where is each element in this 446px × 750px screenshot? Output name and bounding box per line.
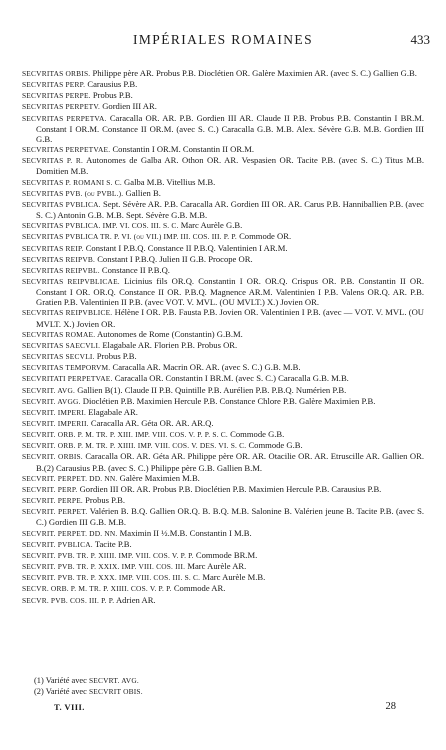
emperor-list: Autonomes de Galba AR. Othon OR. AR. Vespasien OR. Tacite P.B. (avec S. C.) Titus M.B. Domitien M.B.	[36, 155, 424, 177]
signature-mark: T. VIII.	[54, 702, 85, 712]
coin-legend: SECVRIT. ORB. P. M. TR. P. XIII. IMP. VIII. COS. V. P. P. S. C.	[22, 430, 228, 440]
legend-entry	[22, 220, 424, 231]
legend-entry	[22, 373, 424, 384]
emperor-list: Commode G.B.	[248, 440, 303, 451]
running-title: IMPÉRIALES ROMAINES	[133, 32, 313, 47]
legend-entry	[22, 407, 424, 418]
legend-entry-list	[22, 68, 424, 606]
legend-entry	[22, 188, 424, 199]
emperor-list: Licinius fils OR.Q. Constantin I OR. OR.Q. Crispus OR. P.B. Constantin II OR. Constant I OR. OR.Q. Constance II OR. P.B.Q. Magnence AR.M. Valentinien I P.B. Valens OR.Q. AR. P.B. Gratien P.B. Valentinien II P.B. (avec VOT. V. MVL. (OU MVLT.) X.) Jovien OR.	[36, 275, 424, 308]
coin-legend: SECVRITAS P. R.	[22, 156, 84, 166]
legend-entry	[22, 528, 424, 539]
legend-entry	[22, 451, 424, 472]
coin-legend: SECVRIT. IMPERII.	[22, 419, 89, 428]
footnote-marker: (2)	[34, 686, 44, 696]
legend-entry	[22, 550, 424, 561]
emperor-list: Hélène I OR. P.B. Fausta P.B. Jovien OR. Valentinien I P.B. (avec — VOT. V. MVL. (OU MVLT. X.) Jovien OR.	[36, 307, 424, 329]
coin-legend: SECVRIT. PERPET.	[22, 507, 88, 517]
legend-entry	[22, 329, 424, 340]
emperor-list: Galba M.B. Vitellius M.B.	[124, 176, 216, 187]
coin-legend: SECVRITAS ORBIS.	[22, 69, 91, 78]
emperor-list: Marc Aurèle G.B.	[180, 220, 243, 231]
legend-entry	[22, 385, 424, 396]
footnote-text: Variété avec	[45, 686, 87, 696]
emperor-list: Marc Aurèle M.B.	[202, 572, 266, 583]
emperor-list: Carausius P.B.	[87, 79, 138, 90]
emperor-list: Probus P.B.	[85, 495, 126, 506]
emperor-list: Philippe père AR. Probus P.B. Dioclétien OR. Galère Maximien AR. (avec S. C.) Gallien G.B.	[92, 68, 417, 78]
emperor-list: Caracalla OR. Constantin I BR.M. (avec S. C.) Caracalla G.B. M.B.	[114, 373, 349, 384]
legend-entry	[22, 418, 424, 429]
coin-legend: SECVRIT. ORB. P. M. TR. P. XIIII. IMP. VIII. COS. V. DES. VI. S. C.	[22, 441, 247, 451]
page-header	[0, 30, 446, 50]
emperor-list: Galère Maximien M.B.	[119, 472, 200, 483]
emperor-list: Adrien AR.	[115, 594, 156, 605]
page-footer	[0, 700, 446, 714]
coin-legend: SECVRIT. PVB. TR. P. XIIII. IMP. VIII. COS. V. P. P.	[22, 550, 194, 560]
emperor-list: Caracalla OR. AR. P.B. Gordien III AR. Claude II P.B. Probus P.B. Constantin I BR.M. Constant I OR.M. Constance II OR.M. (avec S. C.) Caracalla G.B. M.B. Alex. Sévère G.B. M.B. Gordien III G.B.	[36, 112, 425, 144]
coin-legend: SECVRITAS PVBLICA.	[22, 199, 101, 209]
coin-legend: SECVRIT. PERPET. DD. NN.	[22, 473, 118, 483]
emperor-list: Constantin I OR.M. Constantin II OR.M.	[112, 144, 254, 155]
coin-legend: SECVRITAS PVBLICA TR. P. VI. (ou VII.) IMP. III. COS. III. P. P.	[22, 232, 237, 242]
legend-entry	[22, 484, 424, 495]
emperor-list: Sept. Sévère AR. P.B. Caracalla AR. Gordien III OR. AR. Carus P.B. Hanniballien P.B. (avec S. C.) Antonin G.B. M.B. Sept. Sévère G.B. M.B.	[36, 198, 424, 221]
footnote-marker: (1)	[34, 676, 44, 685]
legend-entry	[22, 199, 424, 220]
coin-legend: SECVRITAS PERPETVAE.	[22, 145, 111, 155]
coin-legend: SECVRITAS REIPVB.	[22, 254, 96, 264]
legend-entry	[22, 583, 424, 594]
legend-entry	[22, 265, 424, 276]
coin-legend: SECVRITATI PERPETVAE.	[22, 374, 113, 384]
coin-legend: SECVRITAS REIPVBL.	[22, 265, 100, 275]
coin-legend: SECVRITAS PERPE.	[22, 91, 91, 101]
emperor-list: Caracalla AR. Géta OR. AR. AR.Q.	[90, 418, 214, 428]
legend-entry	[22, 561, 424, 572]
coin-legend: SECVRITAS TEMPORVM.	[22, 363, 111, 373]
coin-legend: SECVRITAS REIP.	[22, 243, 84, 253]
coin-legend: SECVRIT. IMPERI.	[22, 407, 87, 417]
footnote	[34, 687, 414, 698]
coin-legend: SECVRITAS REIPVBLICE.	[22, 308, 113, 318]
legend-entry	[22, 539, 424, 550]
legend-entry	[22, 440, 424, 451]
emperor-list: Commode BR.M.	[195, 549, 258, 560]
emperor-list: Tacite P.B.	[94, 538, 132, 549]
emperor-list: Autonomes de Rome (Constantin) G.B.M.	[96, 328, 243, 339]
coin-legend: SECVRITAS PVB. (ou PVBL.).	[22, 188, 124, 198]
legend-entry	[22, 572, 424, 583]
footnote-legend: SECVRIT OBIS.	[88, 686, 143, 696]
legend-entry	[22, 595, 424, 606]
legend-entry	[22, 276, 424, 307]
coin-legend: SECVRIT. PVB. TR. P. XXIX. IMP. VIII. COS. III.	[22, 562, 186, 572]
emperor-list: Probus P.B.	[96, 351, 137, 362]
coin-legend: SECVRIT. AVGG.	[22, 396, 81, 406]
coin-legend: SECVRIT. PERP.	[22, 484, 78, 494]
page-number: 433	[410, 32, 430, 47]
emperor-list: Constant I P.B.Q. Julien II G.B. Procope OR.	[97, 253, 253, 264]
coin-legend: SECVRITAS P. ROMANI S. C.	[22, 177, 122, 187]
emperor-list: Constant I P.B.Q. Constance II P.B.Q. Valentinien I AR.M.	[85, 242, 288, 253]
footnote-text: Variété avec	[45, 676, 87, 685]
coin-legend: SECVRITAS PERPETVA.	[22, 113, 107, 123]
legend-entry	[22, 243, 424, 254]
emperor-list: Gordien III AR.	[102, 101, 157, 112]
sheet-number: 28	[385, 701, 396, 712]
legend-entry	[22, 68, 424, 79]
coin-legend: SECVRIT. ORBIS.	[22, 452, 83, 462]
legend-entry	[22, 101, 424, 112]
legend-entry	[22, 254, 424, 265]
footnote	[34, 676, 414, 687]
legend-entry	[22, 340, 424, 351]
coin-legend: SECVRIT. PVBLICA.	[22, 539, 93, 549]
coin-legend: SECVRITAS PVBLICA. IMP. VI. COS. III. S. C.	[22, 221, 179, 231]
legend-entry	[22, 144, 424, 155]
legend-entry	[22, 113, 424, 144]
emperor-list: Constance II P.B.Q.	[101, 264, 170, 275]
legend-entry	[22, 177, 424, 188]
coin-legend: SECVRIT. AVG.	[22, 385, 76, 395]
legend-entry	[22, 79, 424, 90]
coin-legend: SECVRITAS PERPETV.	[22, 102, 101, 112]
emperor-list: Commode OR.	[239, 231, 292, 242]
coin-legend: SECVRITAS SAECVLI.	[22, 340, 101, 350]
coin-legend: SECVRITAS PERP.	[22, 80, 86, 90]
legend-entry	[22, 231, 424, 242]
emperor-list: Dioclétien P.B. Maximien Hercule P.B. Constance Chlore P.B. Galère Maximien P.B.	[82, 395, 376, 406]
legend-entry	[22, 473, 424, 484]
legend-entry	[22, 362, 424, 373]
emperor-list: Elagabale AR. Florien P.B. Probus OR.	[102, 339, 238, 350]
coin-legend: SECVRITAS SECVLI.	[22, 352, 95, 362]
emperor-list: Caracalla AR. Macrin OR. AR. (avec S. C.) G.B. M.B.	[112, 362, 301, 373]
emperor-list: Gallien B(1). Claude II P.B. Quintille P.B. Aurélien P.B. P.B.Q. Numérien P.B.	[77, 384, 347, 395]
coin-legend: SECVR. PVB. COS. III. P. P.	[22, 595, 115, 605]
legend-entry	[22, 351, 424, 362]
emperor-list: Elagabale AR.	[88, 406, 138, 417]
emperor-list: Marc Aurèle AR.	[187, 561, 247, 572]
emperor-list: Commode AR.	[173, 583, 226, 594]
emperor-list: Caracalla OR. AR. Géta AR. Philippe père OR. AR. Otacilie OR. AR. Etruscille AR. Gallien OR. B.(2) Carausius P.B. (avec S. C.) Philippe père G.B. Gallien B.M.	[36, 451, 425, 473]
legend-entry	[22, 429, 424, 440]
coin-legend: SECVRIT. PERPET. DD. NN.	[22, 528, 118, 538]
emperor-list: Commode G.B.	[230, 429, 285, 440]
footnote-legend: SECVRT. AVG.	[88, 676, 139, 685]
emperor-list: Gordien III OR. AR. Probus P.B. Dioclétien P.B. Maximien Hercule P.B. Carausius P.B.	[79, 483, 382, 494]
emperor-list: Maximin II ½.M.B. Constantin I M.B.	[119, 527, 252, 538]
coin-legend: SECVRITAS ROMAE.	[22, 329, 96, 339]
coin-legend: SECVRIT. PVB. TR. P. XXX. IMP. VIII. COS. III. S. C.	[22, 573, 201, 583]
coin-legend: SECVRIT. PERPE.	[22, 496, 83, 506]
emperor-list: Gallien B.	[125, 187, 161, 198]
legend-entry	[22, 90, 424, 101]
coin-legend: SECVRITAS REIPVBLICAE.	[22, 276, 120, 286]
emperor-list: Probus P.B.	[92, 90, 133, 101]
legend-entry	[22, 307, 424, 328]
legend-entry	[22, 506, 424, 527]
legend-entry	[22, 155, 424, 176]
legend-entry	[22, 495, 424, 506]
footnotes	[34, 676, 414, 697]
emperor-list: Valérien B. B.Q. Gallien OR.Q. B. B.Q. M.B. Salonine B. Valérien jeune B. Tacite P.B. (avec S. C.) Gordien III G.B. M.B.	[36, 506, 425, 528]
coin-legend: SECVR. ORB. P. M. TR. P. XIIII. COS. V. P. P.	[22, 584, 172, 594]
legend-entry	[22, 396, 424, 407]
